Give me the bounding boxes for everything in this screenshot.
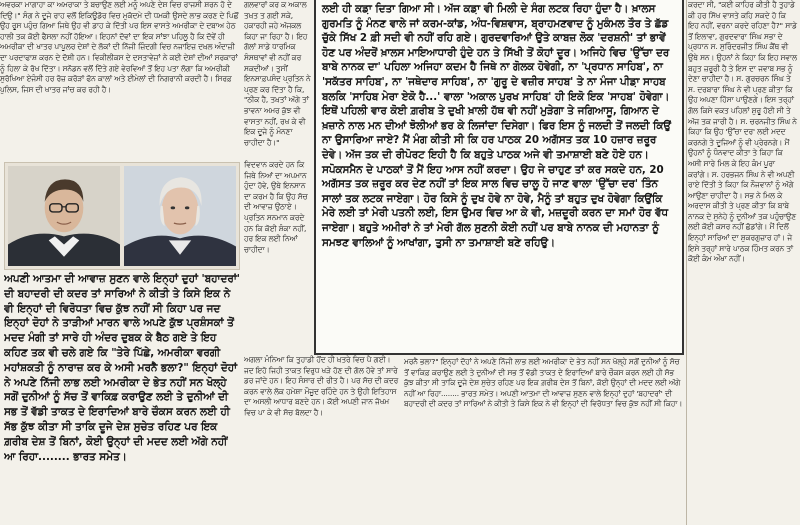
left-top-text: ਅਵਰਕਾ ਮਾਗਾਹਾ ਕਾ ਅਮਰਾਕਾ ਤੇ ਬਚਾਉਣ ਲਈ ਮਨੂੰ ਅਪਣੇ ਦੇਸ਼ ਵਿਚ ਰਾਜਸੀ ਸ਼ਰਨ ਹੋ ਦੇ ਦਿਉ।" ਸੰਗ ਨੇ ਦੂਜੇ ਰਾਹ ਵਲੋਂ ਇਕਿਊਡੋਰ ਵਿਚ ਮੁਕੱਦਮੇ ਦੀ ਧਮਕੀ ਉਸਦੇ ਲਾਭ ਕਰਣ ਦੇ ਪਿਛੋਂ ਉਹ ਰੂਸ ਪਹੁੰਚ ਗਿਆ ਜਿਥੇ ਉਹ ਵੀ ਡਾਹ ਕੇ ਦਿੱਤੀ ਪਰ ਇਸ ਵਾਸਤੇ ਅਮਰੀਕਾ ਦੇ ਦਬਾਅ ਹੇਠ ਹਾਲੀ ਤਕ ਕੋਈ ਫੈਸਲਾ ਨਹੀਂ ਹੋਇਆ। ਇਹਨਾਂ ਦੋਵਾਂ ਦਾ ਇਕ ਸਾਂਝਾ ਪਹਿਲੂ ਹੈ ਕਿ ਦੋਵੇਂ ਹੀ ਅਮਰੀਕਾ ਦੀ ਖਾਤਰ ਪਾਪੂਲਰ ਦੇਸ਼ਾਂ ਦੇ ਲੋਕਾਂ ਦੀ ਨਿੱਜੀ ਜ਼ਿੰਦਗੀ ਵਿਚ ਨਜਾਇਜ਼ ਦਖ਼ਲ ਅੰਦਾਜ਼ੀ ਦਾ ਪਰਦਾਫਾਸ਼ ਕਰਨ ਦੇ ਦੋਸ਼ੀ ਹਨ। ਵਿਕੀਲੀਕਸ ਦੇ ਦਸਤਾਵੇਜ਼ਾਂ ਨੇ ਕਈ ਦੇਸ਼ਾਂ ਦੀਆਂ ਸਰਕਾਰਾਂ ਨੂੰ ਹਿਲਾ ਕੇ ਰੱਖ ਦਿੱਤਾ। ਸਨੋਡਨ ਵਲੋਂ ਦਿੱਤੇ ਗਏ ਵੇਰਵਿਆਂ ਤੋਂ ਇਹ ਪਤਾ ਲੱਗਾ ਕਿ ਅਮਰੀਕੀ ਸੁਰੱਖਿਆ ਏਜੰਸੀ ਹਰ ਰੋਜ਼ ਕਰੋੜਾਂ ਫੋਨ ਕਾਲਾਂ ਅਤੇ ਈਮੇਲਾਂ ਦੀ ਨਿਗਰਾਨੀ ਕਰਦੀ ਹੈ। ਸਿਰਫ਼ ਪੁਲਿਸ, ਜਿਸ ਦੀ ਖਾਤਰ ਜਾਂਚ ਕਰ ਰਹੀ ਹੈ। [0, 0, 239, 94]
photo-assange [124, 166, 236, 266]
mid-right-bottom-column [404, 357, 684, 525]
mid-left-2-text: ਵਿਦਵਾਨ ਕਰਦੇ ਹਨ ਕਿ ਜਿਥੇ ਨਿਆਂ ਦਾ ਅਪਮਾਨ ਹੁੰਦਾ ਹੋਵੇ, ਉਥੇ ਇਨਸਾਨ ਦਾ ਕਰਮ ਹੈ ਕਿ ਉਹ ਸੱਚ ਦੀ ਆਵਾਜ਼ ਉਠਾਏ। ਪ੍ਰਤਿਨ ਸਨਮਾਨ ਕਰਦੇ ਹਨ ਕਿ ਕੋਈ ਸ਼ੰਕਾ ਨਹੀਂ, ਹਰ ਇਕ ਲਈ ਨਿਆਂ ਚਾਹੀਦਾ। [244, 160, 308, 254]
mid-left-bottom-text: ਅਗਲਾ ਮੰਨਿਆ ਕਿ ਤੁਹਾਡੀ ਹੋਂਦ ਹੀ ਖ਼ਤਰੇ ਵਿਚ ਪੈ ਗਈ। ਜਦ ਇਹੋ ਜਿਹੀ ਤਾਕਤ ਵਿਰੁਧ ਖੜੇ ਹੋਣ ਦੀ ਗੱਲ ਹੋਵੇ ਤਾਂ ਸਾਰੇ ਡਰ ਜਾਂਦੇ ਹਨ। ਇਹ ਸੰਸਾਰ ਦੀ ਰੀਤ ਹੈ। ਪਰ ਸੱਚ ਦੀ ਕਦਰ ਕਰਨ ਵਾਲੇ ਲੋਕ ਹਮੇਸ਼ਾ ਮੌਜੂਦ ਰਹਿੰਦੇ ਹਨ ਤੇ ਉਹੀ ਇਤਿਹਾਸ ਦਾ ਅਸਲੀ ਆਧਾਰ ਬਣਦੇ ਹਨ। ਕੋਈ ਅਪਣੀ ਜਾਨ ਜੋਖਮ ਵਿਚ ਪਾ ਕੇ ਵੀ ਸੱਚ ਬੋਲਦਾ ਹੈ। [244, 355, 399, 417]
column-divider [686, 0, 687, 525]
right-column [688, 0, 798, 525]
left-top-column [0, 0, 242, 160]
highlight-box [314, 0, 684, 355]
portrait-image [124, 166, 236, 266]
photo-snowden [8, 166, 120, 266]
left-bottom-text: ਅਪਣੀ ਆਤਮਾ ਦੀ ਆਵਾਜ਼ ਸੁਣਨ ਵਾਲੇ ਇਨ੍ਹਾਂ ਦੁਹਾਂ 'ਬਹਾਦਰਾਂ' ਦੀ ਬਹਾਦਰੀ ਦੀ ਕਦਰ ਤਾਂ ਸਾਰਿਆਂ ਨੇ ਕੀਤੀ ਤੇ ਕਿਸੇ ਇਕ ਨੇ ਵੀ ਇਨ੍ਹਾਂ ਦੀ ਵਿਰੋਧਤਾ ਵਿਚ ਕੁੱਝ ਨਹੀਂ ਸੀ ਕਿਹਾ ਪਰ ਜਦ ਇਨ੍ਹਾਂ ਦੋਹਾਂ ਨੇ ਤਾੜੀਆਂ ਮਾਰਨ ਵਾਲੇ ਅਪਣੇ ਕੁੱਝ ਪ੍ਰਸ਼ੰਸਕਾਂ ਤੋਂ ਮਦਦ ਮੰਗੀ ਤਾਂ ਸਾਰੇ ਹੀ ਅੰਦਰ ਦੁਬਕ ਕੇ ਬੈਠ ਗਏ ਤੇ ਇਹ ਕਹਿਣ ਤਕ ਵੀ ਚਲੇ ਗਏ ਕਿ "ਤੇਰੇ ਪਿੱਛੇ, ਅਮਰੀਕਾ ਵਰਗੀ ਮਹਾਂਸ਼ਕਤੀ ਨੂੰ ਨਾਰਾਜ਼ ਕਰ ਕੇ ਅਸੀ ਮਰਨੈ ਭਲਾ?" ਇਨ੍ਹਾਂ ਦੋਹਾਂ ਨੇ ਅਪਣੇ ਨਿੱਜੀ ਲਾਭ ਲਈ ਅਮਰੀਕਾ ਦੇ ਭੇਤ ਨਹੀਂ ਸਨ ਖੋਲ੍ਹੇ ਸਗੋਂ ਦੁਨੀਆਂ ਨੂੰ ਸੱਚ ਤੋਂ ਵਾਕਿਫ਼ ਕਰਾਉਣ ਲਈ ਤੇ ਦੁਨੀਆਂ ਦੀ ਸਭ ਤੋਂ ਵੱਡੀ ਤਾਕਤ ਦੇ ਇਰਾਦਿਆਂ ਬਾਰੇ ਚੌਕਸ ਕਰਨ ਲਈ ਹੀ ਸੱਭ ਕੁੱਝ ਕੀਤਾ ਸੀ ਤਾਕਿ ਦੂਜੇ ਦੇਸ਼ ਸੁਚੇਤ ਰਹਿਣ ਪਰ ਇਕ ਗ਼ਰੀਬ ਦੇਸ਼ ਤੋਂ ਬਿਨਾਂ, ਕੋਈ ਉਨ੍ਹਾਂ ਦੀ ਮਦਦ ਲਈ ਅੱਗੇ ਨਹੀਂ ਆ ਰਿਹਾ........ ਭਾਰਤ ਸਮੇਤ। [4, 273, 240, 463]
portrait-image [8, 166, 120, 266]
mid-left-column [244, 0, 312, 160]
highlight-box-text: ਲਈ ਹੀ ਕਡ਼ਾ ਦਿਤਾ ਗਿਆ ਸੀ। ਅੱਜ ਕਡ਼ਾ ਵੀ ਮਿਲੀ ਦੇ ਸੰਗ ਲਟਕ ਰਿਹਾ ਹੁੰਦਾ ਹੈ। ਖ਼ਾਲਸ ਗੁਰਮਤਿ ਨੂੰ ਮੰਨਣ ਵਾਲੇ ਜਾਂ ਕਰਮ-ਕਾਂਡ, ਅੰਧ-ਵਿਸ਼ਵਾਸ, ਬ੍ਰਾਹਮਣਵਾਦ ਨੂੰ ਮੁਕੰਮਲ ਤੌਰ ਤੇ ਛੱਡ ਚੁੱਕੇ ਸਿੱਖ 2 ਫ਼ੀ ਸਦੀ ਵੀ ਨਹੀਂ ਰਹਿ ਗਏ। ਗੁਰਦਵਾਰਿਆਂ ਉਤੇ ਕਾਬਜ਼ ਲੋਕ 'ਦਰਸ਼ਨੀ' ਤਾਂ ਭਾਵੇਂ ਹੋਣ ਪਰ ਅੰਦਰੋਂ ਖ਼ਾਲਸ ਮਾਇਆਧਾਰੀ ਹੁੰਦੇ ਹਨ ਤੇ ਸਿੱਖੀ ਤੋਂ ਕੋਹਾਂ ਦੂਰ। ਅਜਿਹੇ ਵਿਚ 'ਉੱਚਾ ਦਰ ਬਾਬੇ ਨਾਨਕ ਦਾ' ਪਹਿਲਾ ਅਜਿਹਾ ਕਦਮ ਹੈ ਜਿਥੇ ਨਾ ਗੋਲਕ ਹੋਵੇਗੀ, ਨਾ 'ਪ੍ਰਧਾਨ ਸਾਹਿਬ', ਨਾ 'ਸਕੱਤਰ ਸਾਹਿਬ', ਨਾ 'ਜਥੇਦਾਰ ਸਾਹਿਬ', ਨਾ 'ਗੁਰੂ ਦੇ ਵਜ਼ੀਰ ਸਾਹਬ' ਤੇ ਨਾ ਮੰਜਾ ਪੀਡ਼ਾ ਸਾਹਬ ਬਲਕਿ 'ਸਾਹਿਬ ਮੇਰਾ ਏਕੋ ਹੈ...' ਵਾਲਾ 'ਅਕਾਲ ਪੁਰਖ ਸਾਹਿਬ' ਹੀ ਇਕੋ ਇਕ 'ਸਾਹਬ' ਹੋਵੇਗਾ। ਇਥੋਂ ਪਹਿਲੀ ਵਾਰ ਕੋਈ ਗ਼ਰੀਬ ਤੇ ਦੁਖੀ ਖ਼ਾਲੀ ਹੱਥ ਵੀ ਨਹੀਂ ਮੁੜੇਗਾ ਤੇ ਜਗਿਆਸੂ, ਗਿਆਨ ਦੇ ਖ਼ਜ਼ਾਨੇ ਨਾਲ ਮਨ ਦੀਆਂ ਝੋਲੀਆਂ ਭਰ ਕੇ ਲਿਜਾਂਦਾ ਦਿਸੇਗਾ। ਫਿਰ ਇਸ ਨੂੰ ਜਲਦੀ ਤੋਂ ਜਲਦੀ ਕਿਉਂ ਨਾ ਉਸਾਰਿਆ ਜਾਏ? ਮੈਂ ਮੰਗ ਕੀਤੀ ਸੀ ਕਿ ਹਰ ਪਾਠਕ 20 ਅਗੱਸਤ ਤਕ 10 ਹਜ਼ਾਰ ਜ਼ਰੂਰ ਦੇਵੇ। ਅੱਜ ਤਕ ਦੀ ਰੀਪੋਰਟ ਇਹੀ ਹੈ ਕਿ ਬਹੁਤੇ ਪਾਠਕ ਅਜੇ ਵੀ ਤਮਾਸ਼ਾਈ ਬਣੇ ਹੋਏ ਹਨ। ਸਪੋਕਸਮੈਨ ਦੇ ਪਾਠਕਾਂ ਤੋਂ ਮੈਂ ਇਹ ਆਸ ਨਹੀਂ ਕਰਦਾ। ਉਹ ਜੇ ਚਾਹੁਣ ਤਾਂ ਕਰ ਸਕਦੇ ਹਨ, 20 ਅਗੱਸਤ ਤਕ ਜ਼ਰੂਰ ਕਰ ਦੇਣ ਨਹੀਂ ਤਾਂ ਇਕ ਸਾਲ ਵਿਚ ਚਾਲੂ ਹੋ ਜਾਣ ਵਾਲਾ 'ਉੱਚਾ ਦਰ' ਤਿੰਨ ਸਾਲਾਂ ਤਕ ਲਟਕ ਜਾਏਗਾ। ਹੋਰ ਕਿਸੇ ਨੂੰ ਦੁਖ ਹੋਵੇ ਨਾ ਹੋਵੇ, ਮੈਨੂੰ ਤਾਂ ਬਹੁਤ ਦੁਖ ਹੋਵੇਗਾ ਕਿਉਂਕਿ ਮੇਰੇ ਲਈ ਤਾਂ ਮੇਰੀ ਪਤਨੀ ਲਈ, ਇਸ ਉਮਰ ਵਿਚ ਆ ਕੇ ਵੀ, ਮਜ਼ਦੂਰੀ ਕਰਨ ਦਾ ਸਮਾਂ ਹੋਰ ਵੱਧ ਜਾਏਗਾ। ਬਹੁਤੇ ਅਮੀਰਾਂ ਨੇ ਤਾਂ ਮੇਰੀ ਗੱਲ ਸੁਣਨੀ ਕੋਈ ਨਹੀਂ ਪਰ ਬਾਬੇ ਨਾਨਕ ਦੀ ਮਹਾਨਤਾ ਨੂੰ ਸਮਝਣ ਵਾਲਿਆਂ ਨੂੰ ਆਖਾਂਗਾ, ਤੁਸੀ ਨਾ ਤਮਾਸ਼ਾਈ ਬਣੇ ਰਹਿਉ। [322, 3, 671, 249]
mid-left-bottom-column [244, 355, 402, 525]
mid-right-bottom-text: ਮਰਨੈ ਭਲਾ?" ਇਨ੍ਹਾਂ ਦੋਹਾਂ ਨੇ ਅਪਣੇ ਨਿੱਜੀ ਲਾਭ ਲਈ ਅਮਰੀਕਾ ਦੇ ਭੇਤ ਨਹੀਂ ਸਨ ਖੋਲ੍ਹੇ ਸਗੋਂ ਦੁਨੀਆਂ ਨੂੰ ਸੱਚ ਤੋਂ ਵਾਕਿਫ਼ ਕਰਾਉਣ ਲਈ ਤੇ ਦੁਨੀਆਂ ਦੀ ਸਭ ਤੋਂ ਵੱਡੀ ਤਾਕਤ ਦੇ ਇਰਾਦਿਆਂ ਬਾਰੇ ਚੌਕਸ ਕਰਨ ਲਈ ਹੀ ਸੱਭ ਕੁੱਝ ਕੀਤਾ ਸੀ ਤਾਕਿ ਦੂਜੇ ਦੇਸ਼ ਸੁਚੇਤ ਰਹਿਣ ਪਰ ਇਕ ਗ਼ਰੀਬ ਦੇਸ਼ ਤੋਂ ਬਿਨਾਂ, ਕੋਈ ਉਨ੍ਹਾਂ ਦੀ ਮਦਦ ਲਈ ਅੱਗੇ ਨਹੀਂ ਆ ਰਿਹਾ........ ਭਾਰਤ ਸਮੇਤ। ਅਪਣੀ ਆਤਮਾ ਦੀ ਆਵਾਜ਼ ਸੁਣਨ ਵਾਲੇ ਇਨ੍ਹਾਂ ਦੁਹਾਂ 'ਬਹਾਦਰਾਂ' ਦੀ ਬਹਾਦਰੀ ਦੀ ਕਦਰ ਤਾਂ ਸਾਰਿਆਂ ਨੇ ਕੀਤੀ ਤੇ ਕਿਸੇ ਇਕ ਨੇ ਵੀ ਇਨ੍ਹਾਂ ਦੀ ਵਿਰੋਧਤਾ ਵਿਚ ਕੁੱਝ ਨਹੀਂ ਸੀ ਕਿਹਾ। [404, 357, 683, 409]
photo-box [4, 162, 240, 270]
left-bottom-column [4, 272, 242, 522]
right-column-text: ਕਰਦਾ ਸੀ, "ਕਈ ਕਾਹਿਰ ਕੀਤੀ ਹੈ ਤੁਹਾਡੇ ਕੀ ਹਰ ਸਿੱਖ ਵਾਸਤੇ ਕਹਿ ਸਕਦੇ ਹੋ ਕਿ ਇਹ ਨਹੀਂ, ਵਰਨਾ ਕਰਦੇ ਰਹਿਣਾ ਹੈ?" ਸਾਡੇ ਤੋਂ ਇਲਾਵਾ, ਗੁਰਦਵਾਰਾ ਸਿੰਘ ਸਭਾ ਦੇ ਪ੍ਰਧਾਨ ਸ. ਸੁਰਿੰਦਰਜੀਤ ਸਿੰਘ ਕੈਂਥ ਵੀ ਉਥੇ ਸਨ। ਉਹਨਾਂ ਨੇ ਕਿਹਾ ਕਿ ਇਹ ਸਵਾਲ ਬਹੁਤ ਜ਼ਰੂਰੀ ਹੈ ਤੇ ਇਸ ਦਾ ਜਵਾਬ ਸਭ ਨੂੰ ਦੇਣਾ ਚਾਹੀਦਾ ਹੈ। ਸ. ਗੁਰਚਰਨ ਸਿੰਘ ਤੇ ਸ. ਦਰਬਾਰਾ ਸਿੰਘ ਨੇ ਵੀ ਪ੍ਰਣ ਕੀਤਾ ਕਿ ਉਹ ਅਪਣਾ ਹਿੱਸਾ ਪਾਉਣਗੇ। ਇਸ ਤਰ੍ਹਾਂ ਗੱਲ ਕਿਸੇ ਵਕਤ ਪਹਿਲਾਂ ਸ਼ੁਰੂ ਹੋਈ ਸੀ ਤੇ ਅੱਜ ਤਕ ਜਾਰੀ ਹੈ। ਸ. ਚਰਨਜੀਤ ਸਿੰਘ ਨੇ ਕਿਹਾ ਕਿ ਉਹ 'ਉੱਚਾ ਦਰ' ਲਈ ਮਦਦ ਕਰਨਗੇ ਤੇ ਦੂਜਿਆਂ ਨੂੰ ਵੀ ਪ੍ਰੇਰਨਗੇ। ਮੈਂ ਉਹਨਾਂ ਨੂੰ ਧੰਨਵਾਦ ਕੀਤਾ ਤੇ ਕਿਹਾ ਕਿ ਅਸੀ ਸਾਰੇ ਮਿਲ ਕੇ ਇਹ ਕੰਮ ਪੂਰਾ ਕਰਾਂਗੇ। ਸ. ਹਰਭਜਨ ਸਿੰਘ ਨੇ ਵੀ ਅਪਣੀ ਰਾਏ ਦਿੱਤੀ ਤੇ ਕਿਹਾ ਕਿ ਨੌਜਵਾਨਾਂ ਨੂੰ ਅੱਗੇ ਆਉਣਾ ਚਾਹੀਦਾ ਹੈ। ਸਭ ਨੇ ਮਿਲ ਕੇ ਅਰਦਾਸ ਕੀਤੀ ਤੇ ਪ੍ਰਣ ਕੀਤਾ ਕਿ ਬਾਬੇ ਨਾਨਕ ਦੇ ਸੁਨੇਹੇ ਨੂੰ ਦੁਨੀਆਂ ਤਕ ਪਹੁੰਚਾਉਣ ਲਈ ਕੋਈ ਕਸਰ ਨਹੀਂ ਛੱਡਾਂਗੇ। ਮੈਂ ਦਿਲੋਂ ਇਨ੍ਹਾਂ ਸਾਰਿਆਂ ਦਾ ਸ਼ੁਕਰਗੁਜ਼ਾਰ ਹਾਂ। ਜੇ ਇਸੇ ਤਰ੍ਹਾਂ ਸਾਰੇ ਪਾਠਕ ਹਿੰਮਤ ਕਰਨ ਤਾਂ ਕੋਈ ਕੰਮ ਔਖਾ ਨਹੀਂ। [688, 0, 797, 264]
mid-left-text: ਗਲਵਾਰਾਂ ਕਰ ਕ ਅਕਾਲ ਤਖ਼ਤ ਤ ਗਈ ਸਕੇ, ਹਕਾਰਹੀ ਜਹੇ ਅੱਜਕਲ ਕਿਹਾ ਜਾ ਰਿਹਾ ਹੈ। ਇਹ ਗੱਲਾਂ ਸਾਡੇ ਧਾਰਮਿਕ ਸੰਸਥਾਵਾਂ ਵੀ ਨਹੀਂ ਕਰ ਸਕਦੀਆਂ। ਤੁਸੀਂ ਇਨਸਾਫ਼ਪਸੰਦ ਪ੍ਰਤਿਨ ਨੇ ਪ੍ਰਣ ਕਰ ਦਿੱਤਾ ਹੈ ਕਿ, "ਠੀਕ ਹੈ, ਤਖ਼ਤਾਂ ਅੱਗੇ ਤਾਂ ਭਾਵਨਾ ਅਮਰ ਕੁੱਝ ਵੀ ਵਾਸਤਾ ਨਹੀਂ, ਰਖ ਕੇ ਵੀ ਇਕ ਦੂਜੇ ਨੂੰ ਮੰਨਣਾ ਚਾਹੀਦਾ ਹੈ।" [244, 0, 311, 147]
mid-left-column-2 [244, 160, 314, 355]
